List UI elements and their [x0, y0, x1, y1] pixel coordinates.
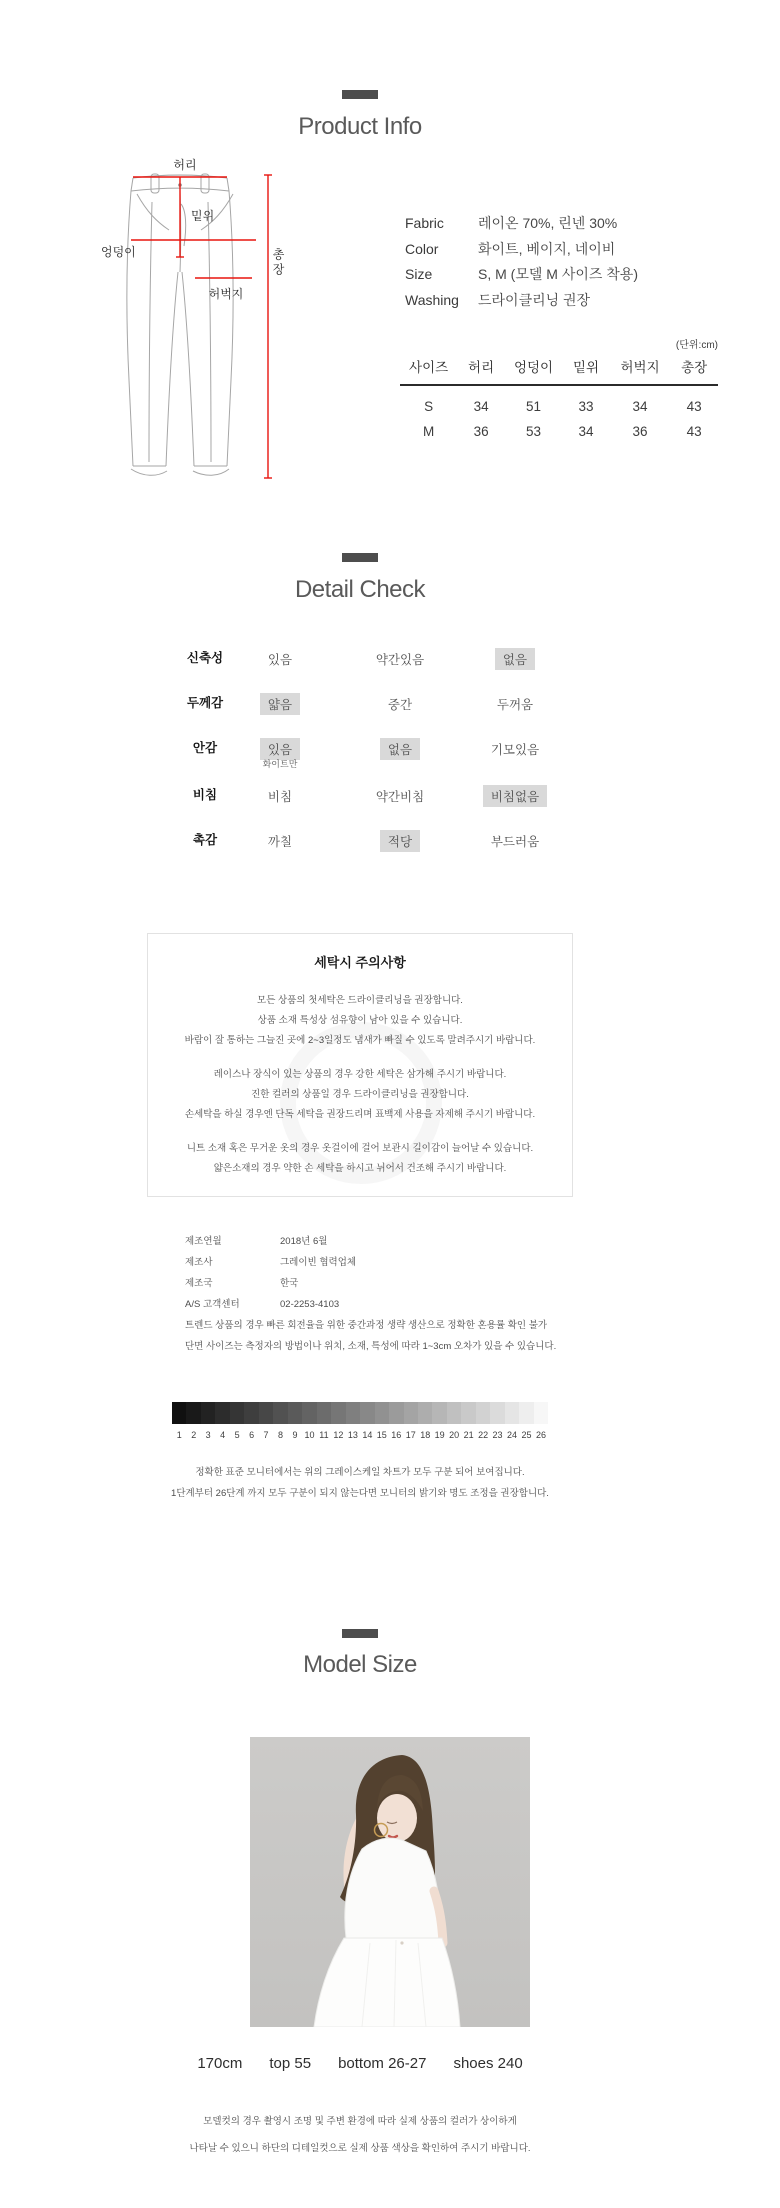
grayscale-step — [389, 1402, 403, 1424]
grayscale-step-number: 5 — [234, 1430, 240, 1440]
product-info-title: Product Info — [298, 113, 422, 140]
grayscale-step — [476, 1402, 490, 1424]
detail-option-text: 비침없음 — [483, 785, 547, 807]
grayscale-step — [230, 1402, 244, 1424]
spec-label: Color — [405, 240, 439, 257]
model-shoes-size: shoes 240 — [453, 2055, 523, 2072]
grayscale-step-number: 17 — [405, 1430, 416, 1440]
washing-line: 니트 소재 혹은 무거운 옷의 경우 옷걸이에 걸어 보관시 길이감이 늘어날 수 있습니다. — [186, 1143, 534, 1154]
size-cell: 36 — [473, 424, 489, 439]
washing-line: 얇은소재의 경우 약한 손 세탁을 하시고 뉘어서 건조해 주시기 바랍니다. — [213, 1163, 507, 1174]
grayscale-step-number: 20 — [449, 1430, 460, 1440]
detail-row-lining — [0, 738, 720, 768]
manufacture-note: 트렌드 상품의 경우 빠른 회전율을 위한 중간과정 생략 생산으로 정확한 혼용률 확인 불가 — [185, 1320, 548, 1331]
manufacture-label: 제조연월 — [185, 1236, 222, 1247]
grayscale-step — [317, 1402, 331, 1424]
brand-watermark — [280, 1022, 442, 1184]
grayscale-step — [360, 1402, 374, 1424]
manufacture-label: A/S 고객센터 — [185, 1299, 240, 1310]
manufacture-value: 그레이빈 협력업체 — [280, 1257, 357, 1268]
detail-option — [225, 693, 335, 715]
grayscale-step — [331, 1402, 345, 1424]
size-table-row — [400, 419, 718, 444]
detail-option-text: 적당 — [380, 830, 420, 852]
manufacture-row — [185, 1252, 556, 1273]
grayscale-step — [461, 1402, 475, 1424]
spec-row-color — [405, 237, 638, 263]
grayscale-step-number: 16 — [391, 1430, 402, 1440]
detail-option-text: 얇음 — [260, 693, 300, 715]
grayscale-step-number: 7 — [263, 1430, 269, 1440]
size-table-header: 밑위 — [562, 352, 610, 385]
grayscale-step — [186, 1402, 200, 1424]
detail-option — [225, 648, 335, 670]
detail-option-text: 없음 — [495, 648, 535, 670]
section-bar — [342, 1629, 378, 1638]
spec-row-size — [405, 262, 638, 288]
detail-option-note: 화이트만 — [262, 759, 298, 769]
size-cell: 53 — [526, 424, 542, 439]
diagram-label-waist: 허리 — [173, 158, 197, 172]
detail-option-text: 있음 — [260, 738, 300, 760]
manufacture-value: 2018년 6월 — [280, 1236, 328, 1247]
size-cell: 43 — [686, 424, 702, 439]
diagram-label-thigh: 허벅지 — [208, 287, 244, 301]
detail-option-text: 있음 — [267, 653, 293, 667]
manufacture-row — [185, 1294, 556, 1315]
model-bottom-size: bottom 26-27 — [338, 2055, 427, 2072]
grayscale-chart — [172, 1402, 548, 1440]
grayscale-step — [404, 1402, 418, 1424]
grayscale-step — [302, 1402, 316, 1424]
grayscale-step-number: 19 — [434, 1430, 445, 1440]
grayscale-numbers — [172, 1430, 548, 1440]
detail-option — [345, 785, 455, 807]
size-cell: S — [424, 399, 434, 414]
grayscale-step — [201, 1402, 215, 1424]
grayscale-step — [215, 1402, 229, 1424]
size-cell: 33 — [578, 399, 594, 414]
detail-option-text: 약간비침 — [375, 790, 425, 804]
manufacture-value: 02-2253-4103 — [280, 1299, 340, 1310]
detail-option-text: 약간있음 — [375, 653, 425, 667]
detail-check-title: Detail Check — [294, 576, 426, 603]
grayscale-step-number: 11 — [319, 1430, 329, 1440]
spec-value: 레이온 70%, 린넨 30% — [478, 215, 618, 231]
spec-label: Size — [405, 266, 433, 282]
grayscale-step — [490, 1402, 504, 1424]
grayscale-step — [288, 1402, 302, 1424]
detail-option-text: 두꺼움 — [496, 698, 534, 712]
grayscale-step-number: 10 — [304, 1430, 315, 1440]
detail-row-thickness — [0, 693, 720, 723]
washing-line: 모든 상품의 첫세탁은 드라이클리닝을 권장합니다. — [257, 995, 463, 1006]
detail-option — [460, 648, 570, 670]
detail-option — [460, 830, 570, 852]
grayscale-step-number: 9 — [292, 1430, 298, 1440]
diagram-label-total-length: 총장 — [271, 248, 285, 278]
spec-label: Fabric — [405, 215, 444, 231]
section-bar — [342, 90, 378, 99]
grayscale-step-number: 22 — [478, 1430, 489, 1440]
detail-label: 촉감 — [192, 833, 218, 847]
grayscale-step-number: 23 — [492, 1430, 503, 1440]
size-cell: 34 — [632, 399, 648, 414]
washing-line: 손세탁을 하실 경우엔 단독 세탁을 권장드리며 표백제 사용을 자제해 주시기 바랍니다. — [184, 1109, 536, 1120]
size-cell: 34 — [473, 399, 489, 414]
grayscale-step — [244, 1402, 258, 1424]
grayscale-step-number: 13 — [347, 1430, 358, 1440]
section-divider — [0, 549, 720, 567]
detail-option-text: 기모있음 — [490, 743, 540, 757]
size-table-header: 허벅지 — [610, 352, 670, 385]
manufacture-value: 한국 — [280, 1278, 299, 1289]
detail-option — [345, 830, 455, 852]
detail-option — [460, 693, 570, 715]
grayscale-step — [519, 1402, 533, 1424]
grayscale-step — [505, 1402, 519, 1424]
grayscale-step — [432, 1402, 446, 1424]
grayscale-step-number: 12 — [333, 1430, 344, 1440]
size-table-header: 총장 — [670, 352, 718, 385]
model-photo — [250, 1737, 530, 2027]
model-size-title: Model Size — [303, 1651, 417, 1678]
washing-line: 진한 컬러의 상품일 경우 드라이클리닝을 권장합니다. — [251, 1089, 469, 1100]
grayscale-step — [172, 1402, 186, 1424]
grayscale-step-number: 26 — [535, 1430, 546, 1440]
grayscale-step-number: 21 — [463, 1430, 474, 1440]
size-table-header: 허리 — [457, 352, 505, 385]
size-table-header-row — [400, 352, 718, 385]
grayscale-step — [346, 1402, 360, 1424]
manufacture-note: 단면 사이즈는 측정자의 방법이나 위치, 소재, 특성에 따라 1~3cm 오차가 있을 수 있습니다. — [185, 1341, 557, 1352]
detail-option — [345, 693, 455, 715]
detail-option — [345, 738, 455, 760]
grayscale-step-number: 4 — [220, 1430, 226, 1440]
washing-notice-title: 세탁시 주의사항 — [314, 955, 406, 970]
grayscale-blocks — [172, 1402, 548, 1424]
grayscale-step-number: 25 — [521, 1430, 532, 1440]
diagram-label-hip: 엉덩이 — [101, 245, 136, 259]
grayscale-step — [534, 1402, 548, 1424]
size-unit-note: (단위:cm) — [675, 340, 718, 351]
grayscale-step — [273, 1402, 287, 1424]
product-spec-list — [405, 211, 638, 313]
grayscale-step — [259, 1402, 273, 1424]
size-table-header: 사이즈 — [400, 352, 457, 385]
spec-value: 화이트, 베이지, 네이비 — [478, 240, 616, 257]
size-cell: 36 — [632, 424, 648, 439]
detail-option — [460, 738, 570, 760]
washing-line: 바람이 잘 통하는 그늘진 곳에 2~3일정도 냄새가 빠질 수 있도록 말려주시기 바랍니다. — [184, 1035, 536, 1046]
manufacture-info — [185, 1231, 556, 1357]
grayscale-step-number: 18 — [420, 1430, 431, 1440]
washing-line: 상품 소재 특성상 섬유향이 남아 있을 수 있습니다. — [257, 1015, 463, 1026]
size-table-row — [400, 385, 718, 419]
detail-row-texture — [0, 830, 720, 860]
disclaimer-line: 나타날 수 있으니 하단의 디테일컷으로 실제 상품 색상을 확인하여 주시기 바랍니다. — [189, 2143, 531, 2154]
detail-label: 안감 — [192, 741, 218, 755]
grayscale-step-number: 1 — [176, 1430, 182, 1440]
size-cell: M — [422, 424, 435, 439]
detail-option-text: 까칠 — [267, 835, 293, 849]
spec-value: 드라이클리닝 권장 — [478, 291, 591, 308]
disclaimer-line: 모델컷의 경우 촬영시 조명 및 주변 환경에 따라 실제 상품의 컬러가 상이하게 — [203, 2116, 517, 2127]
washing-notice-box — [147, 933, 573, 1197]
spec-row-fabric — [405, 211, 638, 237]
grayscale-step-number: 15 — [376, 1430, 387, 1440]
grayscale-step — [418, 1402, 432, 1424]
detail-option — [460, 785, 570, 807]
grayscale-caption-line: 정확한 표준 모니터에서는 위의 그레이스케일 차트가 모두 구분 되어 보여집니다. — [195, 1467, 525, 1478]
spec-label: Washing — [405, 291, 459, 308]
detail-option — [345, 648, 455, 670]
grayscale-step — [375, 1402, 389, 1424]
spec-row-washing — [405, 288, 638, 314]
spec-value: S, M (모델 M 사이즈 착용) — [478, 266, 638, 282]
detail-option-text: 비침 — [267, 790, 293, 804]
model-disclaimer — [0, 2108, 720, 2162]
grayscale-step-number: 6 — [249, 1430, 255, 1440]
manufacture-row — [185, 1231, 556, 1252]
section-divider — [0, 1625, 720, 1643]
grayscale-step-number: 14 — [362, 1430, 373, 1440]
size-cell: 51 — [526, 399, 542, 414]
detail-option — [225, 830, 335, 852]
washing-line: 레이스나 장식이 있는 상품의 경우 강한 세탁은 삼가해 주시기 바랍니다. — [213, 1069, 507, 1080]
grayscale-caption-line: 1단계부터 26단계 까지 모두 구분이 되지 않는다면 모니터의 밝기와 명도 조정을 권장합니다. — [171, 1488, 549, 1499]
grayscale-step-number: 8 — [278, 1430, 284, 1440]
detail-label: 두께감 — [186, 696, 224, 710]
detail-row-sheerness — [0, 785, 720, 815]
section-divider — [0, 86, 720, 104]
grayscale-step — [447, 1402, 461, 1424]
manufacture-label: 제조국 — [185, 1278, 213, 1289]
detail-option — [225, 785, 335, 807]
grayscale-caption — [0, 1462, 720, 1504]
grayscale-step-number: 2 — [191, 1430, 197, 1440]
detail-option-text: 부드러움 — [490, 835, 540, 849]
size-cell: 34 — [578, 424, 594, 439]
model-spec-line — [0, 2055, 720, 2072]
model-height: 170cm — [197, 2055, 243, 2072]
size-table — [400, 352, 718, 444]
model-top-size: top 55 — [269, 2055, 312, 2072]
manufacture-label: 제조사 — [185, 1257, 213, 1268]
diagram-label-rise: 밑위 — [191, 209, 215, 223]
detail-row-elasticity — [0, 648, 720, 678]
grayscale-step-number: 24 — [507, 1430, 518, 1440]
detail-label: 신축성 — [186, 651, 224, 665]
section-bar — [342, 553, 378, 562]
detail-option-text: 없음 — [380, 738, 420, 760]
pants-measurement-diagram — [85, 160, 285, 490]
size-table-header: 엉덩이 — [505, 352, 562, 385]
size-cell: 43 — [686, 399, 702, 414]
detail-option-text: 중간 — [387, 698, 413, 712]
detail-label: 비침 — [192, 788, 218, 802]
manufacture-row — [185, 1273, 556, 1294]
grayscale-step-number: 3 — [205, 1430, 211, 1440]
